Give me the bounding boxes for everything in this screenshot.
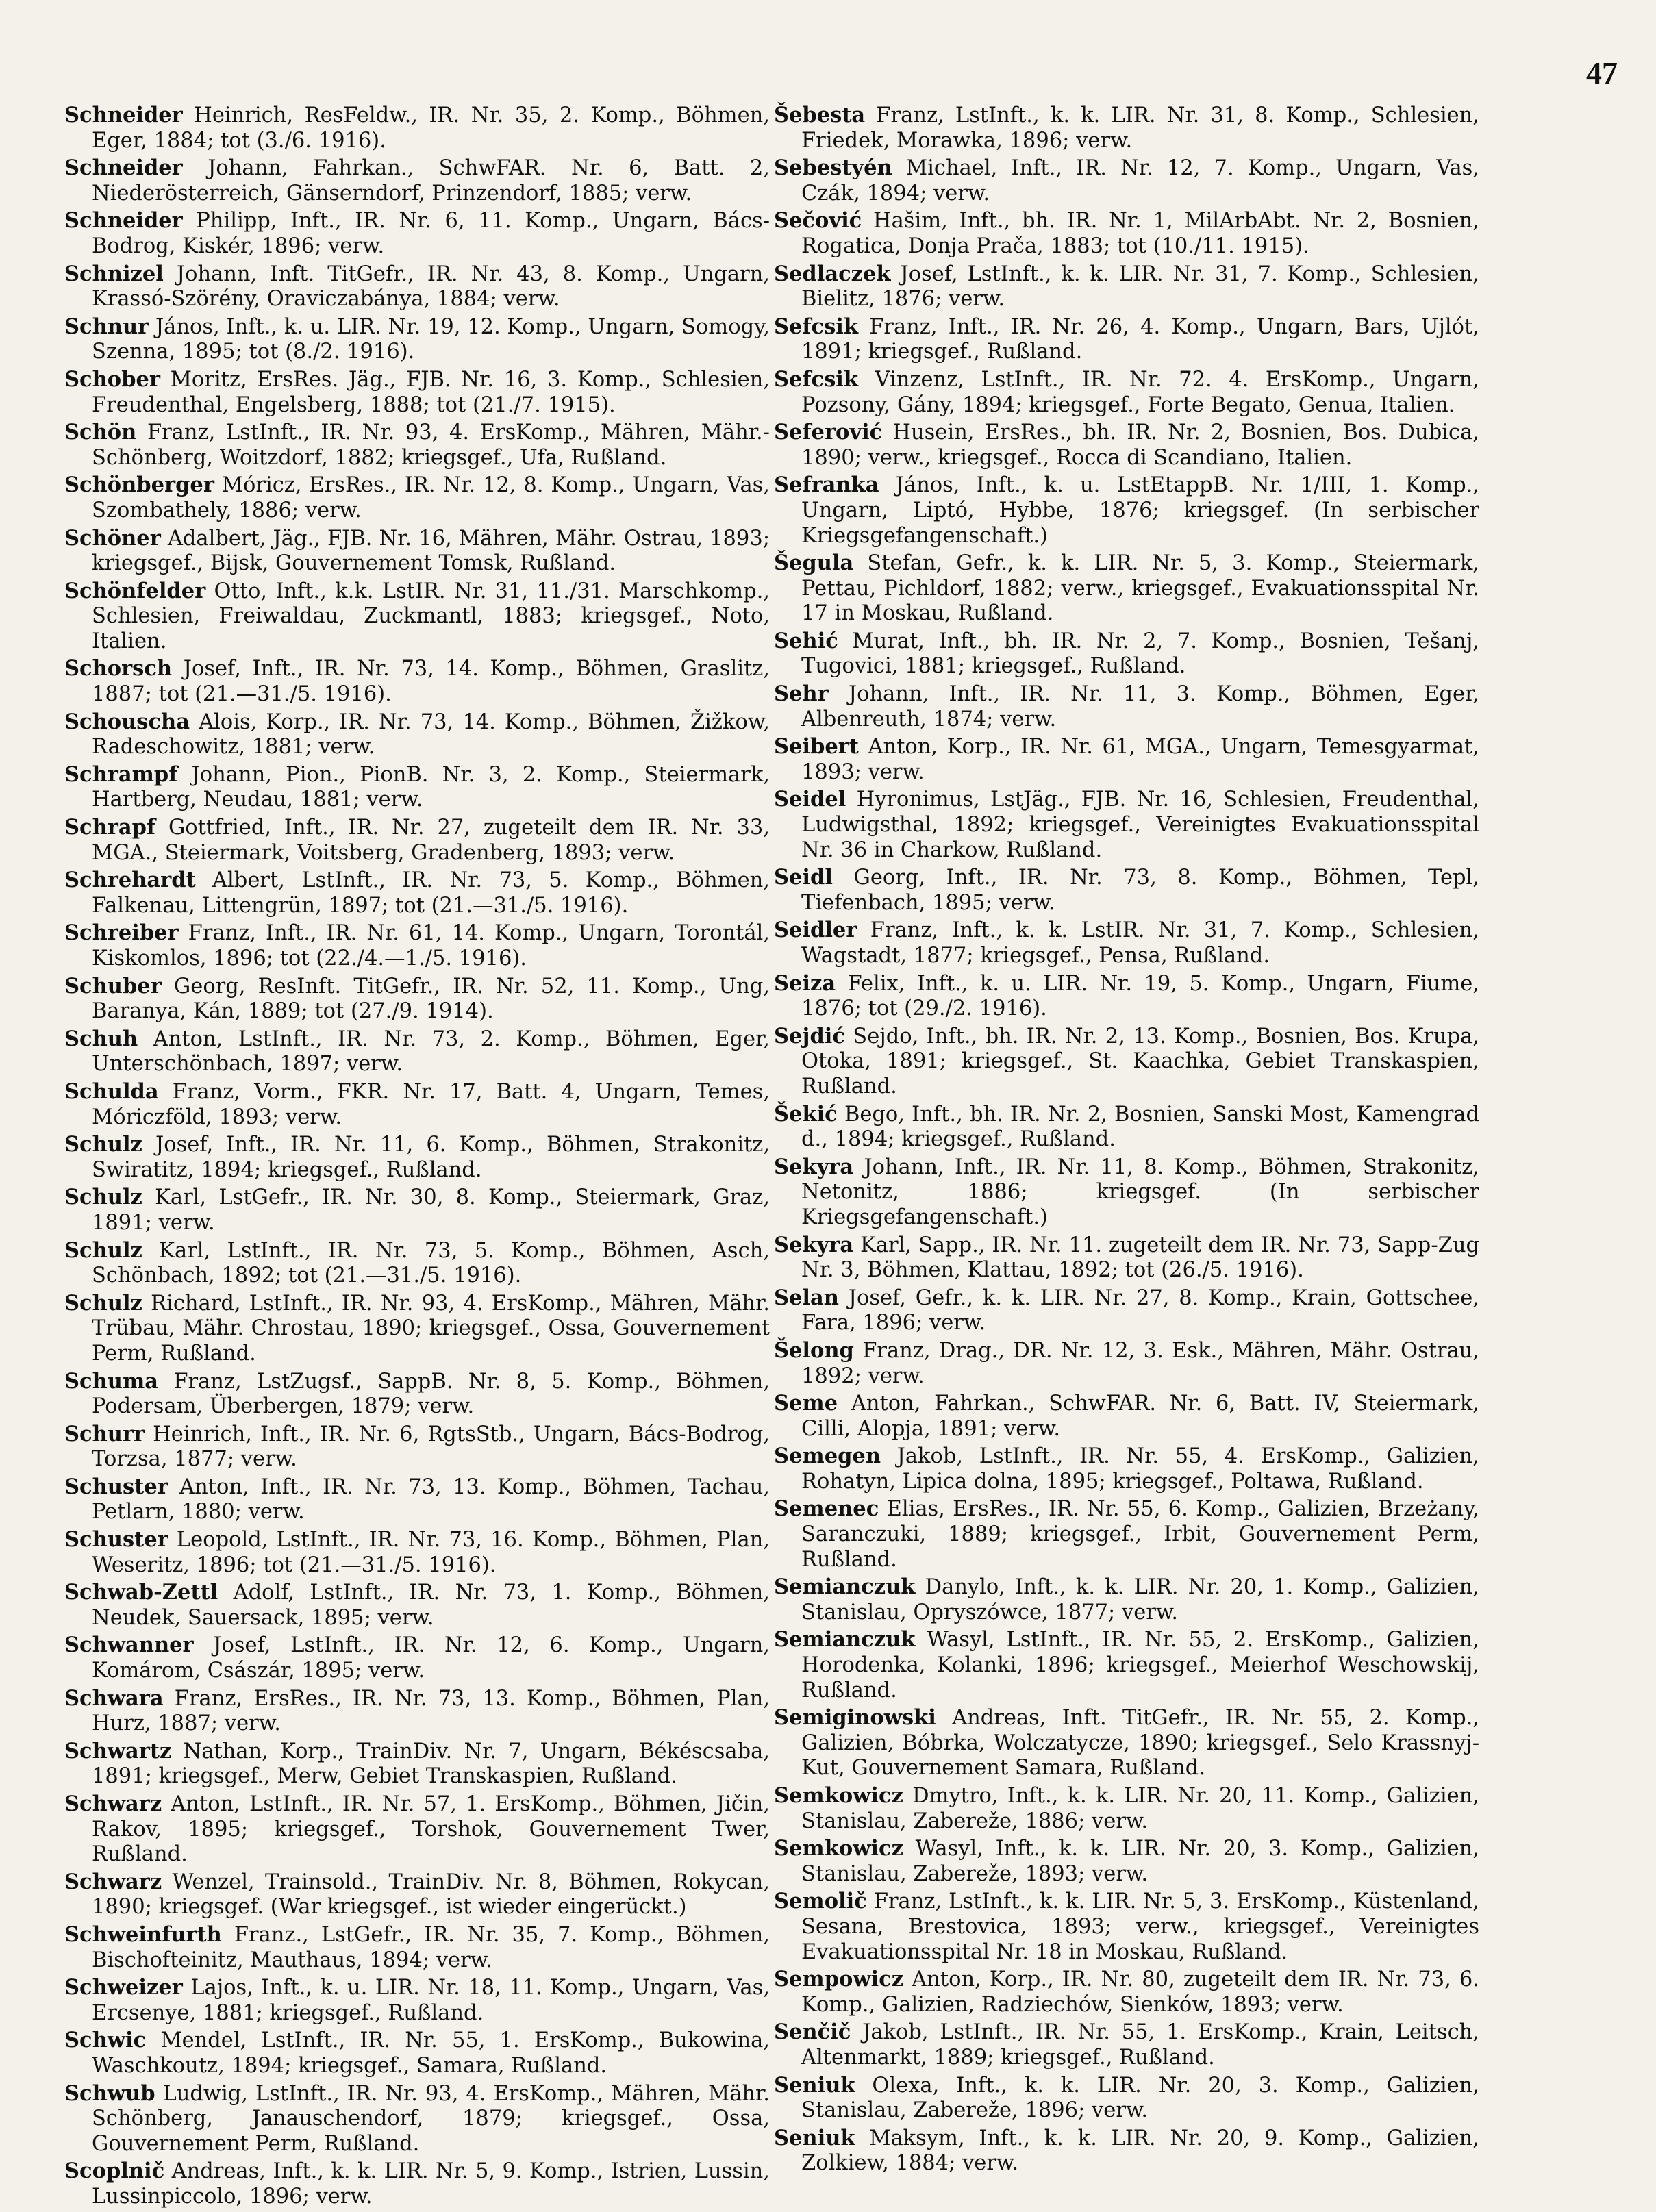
surname: Semiginowski [774, 1705, 936, 1731]
entry-details: Maksym, Inft., k. k. LIR. Nr. 20, 9. Komp., Galizien, Zolkiew, 1884; verw. [801, 2126, 1479, 2176]
roster-entry [774, 1967, 1479, 2018]
surname: Schrampf [64, 762, 178, 787]
surname: Schreiber [64, 920, 179, 946]
surname: Schuma [64, 1368, 158, 1394]
roster-entry [64, 2081, 770, 2157]
roster-entry [774, 420, 1479, 470]
roster-entry [64, 1975, 770, 2026]
entry-details: Anton, Korp., IR. Nr. 80, zugeteilt dem IR. Nr. 73, 6. Komp., Galizien, Radziechów, Sienków, 1893; verw. [801, 1968, 1479, 2017]
entry-details: Hyronimus, LstJäg., FJB. Nr. 16, Schlesien, Freudenthal, Ludwigsthal, 1892; kriegsgef., Vereinigtes Evakuationsspital Nr. 36 in Charkow, Rußland. [801, 788, 1479, 862]
roster-entry [64, 1185, 770, 1235]
entry-details: Heinrich, ResFeldw., IR. Nr. 35, 2. Komp., Böhmen, Eger, 1884; tot (3./6. 1916). [92, 103, 770, 153]
roster-entry [774, 262, 1479, 312]
roster-entry [64, 473, 770, 523]
entry-details: Franz, Inft., IR. Nr. 26, 4. Komp., Ungarn, Bars, Ujlót, 1891; kriegsgef., Rußland. [801, 314, 1479, 364]
roster-entry [774, 103, 1479, 153]
surname: Schwarz [64, 1869, 162, 1894]
surname: Schwarz [64, 1792, 162, 1816]
roster-entry [774, 2073, 1479, 2124]
roster-entry [774, 2020, 1479, 2070]
surname: Sekyra [774, 1232, 854, 1257]
roster-entry [64, 1027, 770, 1077]
roster-entry [64, 974, 770, 1025]
surname: Semolič [774, 1889, 867, 1914]
roster-entry [64, 1633, 770, 1683]
surname: Schwanner [64, 1633, 194, 1658]
surname: Senčič [774, 2020, 851, 2045]
entry-details: Stefan, Gefr., k. k. LIR. Nr. 5, 3. Komp., Steiermark, Pettau, Pichldorf, 1882; verw., kriegsgef., Evakuationsspital Nr. 17 in Moskau, Rußland. [801, 551, 1480, 626]
entry-details: Dmytro, Inft., k. k. LIR. Nr. 20, 11. Komp., Galizien, Stanislau, Zabereže, 1886; verw. [801, 1784, 1479, 1833]
entry-details: Georg, ResInft. TitGefr., IR. Nr. 52, 11. Komp., Ung, Baranya, Kán, 1889; tot (27./9. 1914). [92, 974, 770, 1024]
entry-details: Franz, ErsRes., IR. Nr. 73, 13. Komp., Böhmen, Plan, Hurz, 1887; verw. [92, 1686, 770, 1736]
surname: Seme [774, 1391, 838, 1416]
surname: Semianczuk [774, 1574, 916, 1600]
entry-details: Albert, LstInft., IR. Nr. 73, 5. Komp., Böhmen, Falkenau, Littengrün, 1897; tot (21.—31./5. 1916). [92, 868, 770, 918]
surname: Schneider [64, 208, 183, 234]
roster-entry [774, 1705, 1479, 1781]
roster-entry [774, 1889, 1479, 1965]
roster-entry [774, 1627, 1479, 1703]
roster-entry [774, 1285, 1479, 1336]
entry-details: Richard, LstInft., IR. Nr. 93, 4. ErsKomp., Mähren, Mähr. Trübau, Mähr. Chrostau, 1890; kriegsgef., Ossa, Gouvernement Perm, Rußland. [92, 1291, 770, 1366]
entry-details: Danylo, Inft., k. k. LIR. Nr. 20, 1. Komp., Galizien, Stanislau, Opryszówce, 1877; verw. [801, 1575, 1479, 1624]
surname: Schweizer [64, 1975, 183, 2000]
roster-entry [64, 1079, 770, 1130]
roster-entry [64, 420, 770, 470]
entry-details: Johann, Inft. TitGefr., IR. Nr. 43, 8. Komp., Ungarn, Krassó-Szörény, Oraviczabánya, 1884; verw. [92, 262, 770, 312]
surname: Schuber [64, 973, 162, 998]
surname: Sedlaczek [774, 261, 891, 286]
entry-details: Josef, Gefr., k. k. LIR. Nr. 27, 8. Komp., Krain, Gottschee, Fara, 1896; verw. [801, 1285, 1479, 1335]
surname: Seibert [774, 734, 859, 759]
entry-details: János, Inft., k. u. LIR. Nr. 19, 12. Komp., Ungarn, Somogy, Szenna, 1895; tot (8./2. 1916). [92, 314, 770, 364]
surname: Scoplnič [64, 2159, 165, 2184]
entry-details: Georg, Inft., IR. Nr. 73, 8. Komp., Böhmen, Tepl, Tiefenbach, 1895; verw. [801, 866, 1479, 915]
roster-entry [774, 208, 1479, 259]
roster-entry [774, 551, 1479, 627]
entry-details: Josef, Inft., IR. Nr. 11, 6. Komp., Böhmen, Strakonitz, Swiratitz, 1894; kriegsgef., Rußland. [92, 1133, 770, 1182]
surname: Schwic [64, 2028, 147, 2053]
roster-entry [774, 2126, 1479, 2176]
surname: Schrapf [64, 815, 156, 840]
roster-entry [64, 1580, 770, 1631]
entry-details: Andreas, Inft. TitGefr., IR. Nr. 55, 2. Komp., Galizien, Bóbrka, Wolczatycze, 1890; kriegsgef., Selo Krassnyj-Kut, Gouvernement Samara, Rußland. [801, 1706, 1479, 1781]
roster-entry [64, 1291, 770, 1367]
roster-entry [64, 262, 770, 312]
entry-details: Olexa, Inft., k. k. LIR. Nr. 20, 3. Komp., Galizien, Stanislau, Zabereže, 1896; verw. [801, 2073, 1479, 2123]
roster-entry [774, 1444, 1479, 1494]
entry-details: Franz, Inft., k. k. LstIR. Nr. 31, 7. Komp., Schlesien, Wagstadt, 1877; kriegsgef., Pensa, Rußland. [801, 918, 1479, 968]
entry-details: Franz, LstInft., k. k. LIR. Nr. 31, 8. Komp., Schlesien, Friedek, Morawka, 1896; verw. [801, 103, 1479, 153]
entry-details: Husein, ErsRes., bh. IR. Nr. 2, Bosnien, Bos. Dubica, 1890; verw., kriegsgef., Rocca di Scandiano, Italien. [801, 420, 1479, 470]
surname: Schuster [64, 1474, 168, 1499]
entry-details: Anton, LstInft., IR. Nr. 57, 1. ErsKomp., Böhmen, Jičin, Rakov, 1895; kriegsgef., Torshok, Gouvernement Twer, Rußland. [92, 1792, 770, 1867]
surname: Sejdić [774, 1023, 845, 1048]
surname: Sebestyén [774, 155, 892, 181]
entry-details: Adalbert, Jäg., FJB. Nr. 16, Mähren, Mähr. Ostrau, 1893; kriegsgef., Bijsk, Gouvernement Tomsk, Rußland. [92, 526, 770, 576]
surname: Seidl [774, 865, 833, 890]
surname: Schnur [64, 314, 149, 339]
entry-details: Karl, Sapp., IR. Nr. 11. zugeteilt dem IR. Nr. 73, Sapp-Zug Nr. 3, Böhmen, Klattau, 1892; tot (26./5. 1916). [801, 1233, 1479, 1283]
entry-details: Anton, LstInft., IR. Nr. 73, 2. Komp., Böhmen, Eger, Unterschönbach, 1897; verw. [92, 1027, 770, 1077]
surname: Schorsch [64, 656, 173, 681]
entry-details: Franz, LstInft., IR. Nr. 93, 4. ErsKomp., Mähren, Mähr.-Schönberg, Woitzdorf, 1882; kriegsgef., Ufa, Rußland. [92, 420, 770, 470]
roster-entry [64, 367, 770, 418]
surname: Schulz [64, 1185, 142, 1210]
surname: Seidler [774, 918, 857, 943]
roster-entry [774, 367, 1479, 418]
entry-details: Adolf, LstInft., IR. Nr. 73, 1. Komp., Böhmen, Neudek, Sauersack, 1895; verw. [92, 1581, 770, 1630]
surname: Schneider [64, 155, 183, 181]
entry-details: Jakob, LstInft., IR. Nr. 55, 4. ErsKomp., Galizien, Rohatyn, Lipica dolna, 1895; kriegsgef., Poltawa, Rußland. [801, 1444, 1479, 1494]
surname: Šebesta [774, 103, 866, 127]
surname: Semkowicz [774, 1783, 903, 1808]
roster-entry [64, 1238, 770, 1289]
roster-entry [774, 1155, 1479, 1231]
roster-entry [64, 208, 770, 259]
roster-entry [64, 155, 770, 206]
roster-entry [64, 868, 770, 918]
entry-details: Wasyl, LstInft., IR. Nr. 55, 2. ErsKomp., Galizien, Horodenka, Kolanki, 1896; kriegsgef., Meierhof Weschowskij, Rußland. [801, 1628, 1479, 1702]
entry-details: Anton, Inft., IR. Nr. 73, 13. Komp., Böhmen, Tachau, Petlarn, 1880; verw. [92, 1474, 770, 1524]
entry-details: Philipp, Inft., IR. Nr. 6, 11. Komp., Ungarn, Bács-Bodrog, Kiskér, 1896; verw. [92, 209, 770, 258]
entry-details: Franz, Drag., DR. Nr. 12, 3. Esk., Mähren, Mähr. Ostrau, 1892; verw. [801, 1338, 1479, 1388]
surname: Schulda [64, 1079, 159, 1104]
entry-details: Sejdo, Inft., bh. IR. Nr. 2, 13. Komp., Bosnien, Bos. Krupa, Otoka, 1891; kriegsgef., St. Kaachka, Gebiet Transkaspien, Rußland. [801, 1024, 1479, 1098]
surname: Schönfelder [64, 578, 206, 603]
entry-details: Wenzel, Trainsold., TrainDiv. Nr. 8, Böhmen, Rokycan, 1890; kriegsgef. (War kriegsgef., ist wieder eingerückt.) [92, 1870, 770, 1920]
roster-entry [774, 918, 1479, 968]
entry-details: Murat, Inft., bh. IR. Nr. 2, 7. Komp., Bosnien, Tešanj, Tugovici, 1881; kriegsgef., Rußland. [801, 629, 1480, 679]
left-column [64, 103, 770, 2212]
entry-details: Jakob, LstInft., IR. Nr. 55, 1. ErsKomp., Krain, Leitsch, Altenmarkt, 1889; kriegsgef., Rußland. [801, 2020, 1479, 2070]
entry-details: Heinrich, Inft., IR. Nr. 6, RgtsStb., Ungarn, Bács-Bodrog, Torzsa, 1877; verw. [92, 1422, 770, 1472]
roster-entry [774, 787, 1479, 863]
roster-entry [64, 579, 770, 655]
roster-entry [774, 629, 1479, 679]
roster-entry [774, 734, 1479, 785]
surname: Schneider [64, 103, 183, 127]
surname: Semenec [774, 1496, 879, 1522]
entry-details: Bego, Inft., bh. IR. Nr. 2, Bosnien, Sanski Most, Kamengrad d., 1894; kriegsgef., Rußland. [801, 1102, 1480, 1152]
roster-entry [64, 526, 770, 577]
roster-entry [64, 815, 770, 866]
surname: Semianczuk [774, 1627, 916, 1652]
roster-entry [774, 1102, 1479, 1153]
roster-entry [64, 920, 770, 971]
surname: Šegula [774, 551, 854, 576]
roster-entry [774, 1836, 1479, 1887]
roster-entry [774, 1496, 1479, 1572]
roster-entry [774, 1338, 1479, 1389]
surname: Schuster [64, 1527, 168, 1553]
roster-entry [64, 1870, 770, 1920]
surname: Schouscha [64, 709, 190, 734]
entry-details: Hašim, Inft., bh. IR. Nr. 1, MilArbAbt. Nr. 2, Bosnien, Rogatica, Donja Prača, 1883; tot (10./11. 1915). [801, 209, 1479, 258]
roster-entry [64, 1422, 770, 1472]
entry-details: Wasyl, Inft., k. k. LIR. Nr. 20, 3. Komp., Galizien, Stanislau, Zabereže, 1893; verw. [801, 1837, 1479, 1886]
surname: Seiza [774, 970, 836, 996]
roster-entry [774, 681, 1479, 732]
roster-entry [774, 971, 1479, 1022]
roster-entry [774, 1574, 1479, 1625]
entry-details: Johann, Pion., PionB. Nr. 3, 2. Komp., Steiermark, Hartberg, Neudau, 1881; verw. [92, 762, 770, 812]
entry-details: Anton, Korp., IR. Nr. 61, MGA., Ungarn, Temesgyarmat, 1893; verw. [801, 735, 1479, 784]
roster-entry [774, 1391, 1479, 1442]
roster-entry [774, 865, 1479, 916]
entry-details: Otto, Inft., k.k. LstIR. Nr. 31, 11./31. Marschkomp., Schlesien, Freiwaldau, Zuckmantl, 1883; kriegsgef., Noto, Italien. [92, 579, 770, 653]
surname: Schuh [64, 1026, 138, 1051]
entry-details: Franz, Vorm., FKR. Nr. 17, Batt. 4, Ungarn, Temes, Móriczföld, 1893; verw. [92, 1079, 770, 1129]
roster-entry [64, 1527, 770, 1578]
entry-details: Lajos, Inft., k. u. LIR. Nr. 18, 11. Komp., Ungarn, Vas, Ercsenye, 1881; kriegsgef., Rußland. [92, 1976, 770, 2025]
surname: Schwab-Zettl [64, 1580, 218, 1605]
surname: Schulz [64, 1237, 142, 1263]
roster-entry [774, 1783, 1479, 1834]
entry-details: Gottfried, Inft., IR. Nr. 27, zugeteilt dem IR. Nr. 33, MGA., Steiermark, Voitsberg, Gradenberg, 1893; verw. [92, 816, 770, 865]
entry-details: Michael, Inft., IR. Nr. 12, 7. Komp., Ungarn, Vas, Czák, 1894; verw. [801, 156, 1480, 205]
surname: Sempowicz [774, 1967, 904, 1992]
surname: Selan [774, 1285, 839, 1310]
entry-details: Ludwig, LstInft., IR. Nr. 93, 4. ErsKomp., Mähren, Mähr. Schönberg, Janauschendorf, 1879; kriegsgef., Ossa, Gouvernement Perm, Rußland. [92, 2081, 770, 2156]
right-column [774, 103, 1479, 2178]
roster-entry [64, 2028, 770, 2078]
entry-details: Franz., LstGefr., IR. Nr. 35, 7. Komp., Böhmen, Bischofteinitz, Mauthaus, 1894; verw. [92, 1922, 770, 1972]
surname: Schulz [64, 1290, 142, 1316]
surname: Schwara [64, 1685, 164, 1711]
roster-entry [774, 314, 1479, 365]
surname: Schrehardt [64, 868, 196, 893]
surname: Semkowicz [774, 1836, 903, 1861]
entry-details: Karl, LstGefr., IR. Nr. 30, 8. Komp., Steiermark, Graz, 1891; verw. [92, 1185, 770, 1235]
surname: Seniuk [774, 2125, 855, 2150]
entry-details: Leopold, LstInft., IR. Nr. 73, 16. Komp., Böhmen, Plan, Weseritz, 1896; tot (21.—31./5. 1916). [92, 1528, 770, 1577]
entry-details: Vinzenz, LstInft., IR. Nr. 72. 4. ErsKomp., Ungarn, Pozsony, Gány, 1894; kriegsgef., Forte Begato, Genua, Italien. [801, 367, 1479, 417]
entry-details: Franz, Inft., IR. Nr. 61, 14. Komp., Ungarn, Torontál, Kiskomlos, 1896; tot (22./4.—1./5. 1916). [92, 921, 770, 970]
surname: Seferović [774, 420, 883, 445]
surname: Schober [64, 366, 160, 392]
surname: Schulz [64, 1132, 142, 1157]
roster-entry [64, 103, 770, 153]
roster-entry [64, 656, 770, 707]
surname: Šekić [774, 1101, 838, 1127]
roster-entry [774, 155, 1479, 206]
roster-entry [64, 314, 770, 365]
roster-entry [64, 1922, 770, 1973]
entry-details: Franz, LstZugsf., SappB. Nr. 8, 5. Komp., Böhmen, Podersam, Überbergen, 1879; verw. [92, 1369, 770, 1419]
surname: Sefranka [774, 473, 879, 498]
surname: Schurr [64, 1421, 145, 1446]
roster-entry [64, 1792, 770, 1868]
surname: Schöner [64, 525, 161, 551]
roster-entry [64, 1474, 770, 1525]
surname: Schön [64, 420, 137, 445]
roster-entry [64, 1132, 770, 1183]
entry-details: Móricz, ErsRes., IR. Nr. 12, 8. Komp., Ungarn, Vas, Szombathely, 1886; verw. [92, 473, 770, 523]
entry-details: Alois, Korp., IR. Nr. 73, 14. Komp., Böhmen, Žižkow, Radeschowitz, 1881; verw. [92, 709, 770, 759]
entry-details: Josef, LstInft., k. k. LIR. Nr. 31, 7. Komp., Schlesien, Bielitz, 1876; verw. [801, 262, 1479, 312]
entry-details: Felix, Inft., k. u. LIR. Nr. 19, 5. Komp., Ungarn, Fiume, 1876; tot (29./2. 1916). [801, 971, 1479, 1021]
page-number: 47 [1586, 55, 1618, 90]
roster-entry [64, 2159, 770, 2209]
surname: Seidel [774, 787, 846, 812]
entry-details: János, Inft., k. u. LstEtappB. Nr. 1/III, 1. Komp., Ungarn, Liptó, Hybbe, 1876; kriegsgef. (In serbischer Kriegsgefangenschaft.) [801, 473, 1479, 548]
entry-details: Josef, Inft., IR. Nr. 73, 14. Komp., Böhmen, Graslitz, 1887; tot (21.—31./5. 1916). [92, 657, 770, 707]
surname: Semegen [774, 1444, 881, 1469]
surname: Schwartz [64, 1738, 172, 1763]
surname: Sefcsik [774, 366, 859, 392]
roster-entry [64, 1686, 770, 1737]
entry-details: Andreas, Inft., k. k. LIR. Nr. 5, 9. Komp., Istrien, Lussin, Lussinpiccolo, 1896; verw. [92, 2159, 770, 2209]
entry-details: Franz, LstInft., k. k. LIR. Nr. 5, 3. ErsKomp., Küstenland, Sesana, Brestovica, 1893; verw., kriegsgef., Vereinigtes Evakuationsspital Nr. 18 in Moskau, Rußland. [801, 1889, 1479, 1964]
entry-details: Anton, Fahrkan., SchwFAR. Nr. 6, Batt. IV, Steiermark, Cilli, Alopja, 1891; verw. [801, 1392, 1479, 1441]
entry-details: Karl, LstInft., IR. Nr. 73, 5. Komp., Böhmen, Asch, Schönbach, 1892; tot (21.—31./5. 1916). [92, 1238, 770, 1288]
surname: Schwub [64, 2081, 155, 2106]
entry-details: Mendel, LstInft., IR. Nr. 55, 1. ErsKomp., Bukowina, Waschkoutz, 1894; kriegsgef., Samara, Rußland. [92, 2028, 770, 2078]
surname: Sefcsik [774, 314, 859, 339]
surname: Schönberger [64, 473, 214, 498]
surname: Sečović [774, 208, 862, 234]
roster-entry [774, 473, 1479, 549]
surname: Seniuk [774, 2072, 855, 2098]
entry-details: Moritz, ErsRes. Jäg., FJB. Nr. 16, 3. Komp., Schlesien, Freudenthal, Engelsberg, 1888; tot (21./7. 1915). [92, 367, 770, 417]
surname: Sekyra [774, 1154, 854, 1179]
entry-details: Johann, Fahrkan., SchwFAR. Nr. 6, Batt. 2, Niederösterreich, Gänserndorf, Prinzendorf, 1885; verw. [92, 156, 770, 205]
surname: Sehr [774, 681, 829, 707]
entry-details: Johann, Inft., IR. Nr. 11, 8. Komp., Böhmen, Strakonitz, Netonitz, 1886; kriegsgef. (In serbischer Kriegsgefangenschaft.) [801, 1155, 1479, 1229]
roster-entry [64, 1739, 770, 1789]
surname: Schweinfurth [64, 1922, 222, 1947]
entry-details: Josef, LstInft., IR. Nr. 12, 6. Komp., Ungarn, Komárom, Császár, 1895; verw. [92, 1633, 770, 1683]
surname: Sehić [774, 628, 838, 653]
entry-details: Elias, ErsRes., IR. Nr. 55, 6. Komp., Galizien, Brzeżany, Saranczuki, 1889; kriegsgef., Irbit, Gouvernement Perm, Rußland. [801, 1497, 1479, 1572]
roster-entry [774, 1233, 1479, 1283]
surname: Schnizel [64, 261, 164, 286]
roster-entry [64, 709, 770, 760]
roster-entry [64, 1369, 770, 1420]
roster-entry [64, 762, 770, 813]
entry-details: Nathan, Korp., TrainDiv. Nr. 7, Ungarn, Békéscsaba, 1891; kriegsgef., Merw, Gebiet Transkaspien, Rußland. [92, 1739, 770, 1789]
surname: Šelong [774, 1337, 854, 1363]
entry-details: Johann, Inft., IR. Nr. 11, 3. Komp., Böhmen, Eger, Albenreuth, 1874; verw. [801, 682, 1480, 731]
roster-entry [774, 1024, 1479, 1100]
